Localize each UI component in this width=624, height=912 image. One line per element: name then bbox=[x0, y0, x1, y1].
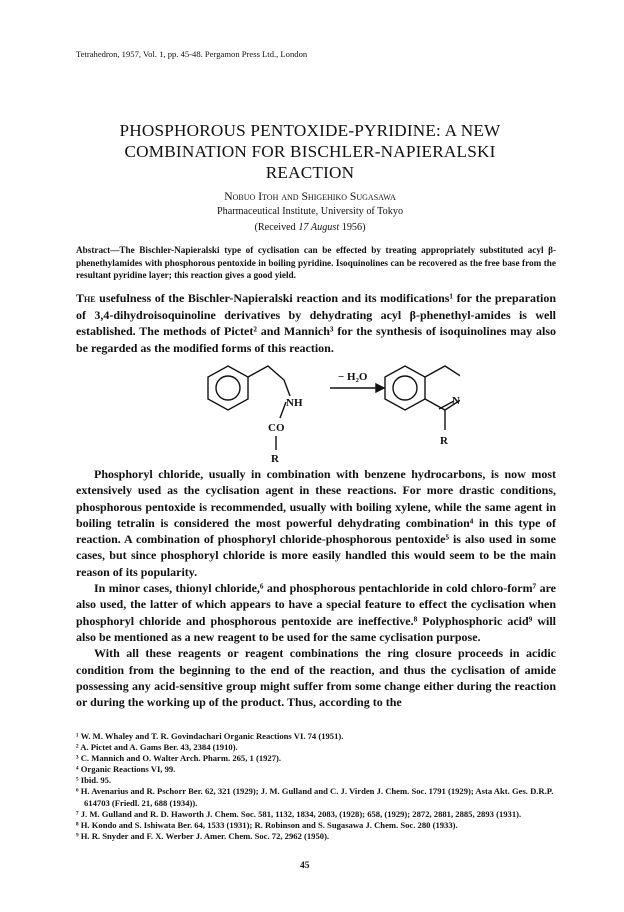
received-date bbox=[60, 222, 560, 233]
running-header: Tetrahedron, 1957, Vol. 1, pp. 45-48. Pergamon Press Ltd., London bbox=[76, 49, 308, 59]
reference-item: ² A. Pictet and A. Gams Ber. 43, 2384 (1910). bbox=[76, 742, 238, 753]
authors: Nobuo Itoh and Shigehiko Sugasawa bbox=[224, 190, 396, 203]
reference-item: ¹ W. M. Whaley and T. R. Govindachari Organic Reactions VI. 74 (1951). bbox=[76, 731, 344, 741]
title-line: PHOSPHOROUS PENTOXIDE-PYRIDINE: A NEW bbox=[119, 121, 501, 140]
article-title bbox=[60, 120, 560, 183]
received-label: (Received bbox=[254, 222, 296, 233]
reference-item: ³ C. Mannich and O. Walter Arch. Pharm. 265, 1 (1927). bbox=[76, 753, 282, 764]
page-number: 45 bbox=[300, 861, 310, 871]
institution: Pharmaceutical Institute, University of Tokyo bbox=[216, 206, 404, 217]
title-line: COMBINATION FOR BISCHLER-NAPIERALSKI bbox=[124, 142, 496, 161]
co-label: CO bbox=[268, 422, 285, 434]
paragraph: With all these reagents or reagent combinations the ring closure proceeds in acidic condition from the beginning to the end of the reaction, and thus the cyclisation of amide possessing any acid-sensitive group might suffer from some change either during the reaction or during the working up of the product. Thus, according to the bbox=[76, 646, 556, 710]
reference-item: ⁹ H. R. Snyder and F. X. Werber J. Amer. Chem. Soc. 72, 2962 (1950). bbox=[76, 830, 330, 841]
intro-text: usefulness of the Bischler-Napieralski reaction and its modifications¹ for the preparation of 3,4-dihydroisoquinoline derivatives by dehydrating acyl β-phenethyl-amides is well established. The methods of Pictet² and Mannich³ for the synthesis of isoquinolines may also be regarded as the modified forms of this reaction. bbox=[76, 291, 556, 355]
product-benzene-ring bbox=[385, 366, 425, 410]
reaction-arrow-head bbox=[376, 384, 384, 392]
reference-item: ⁸ H. Kondo and S. Ishiwata Ber. 64, 1533 (1931); R. Robinson and S. Sugasawa J. Chem. Soc. 280 (1933). bbox=[76, 819, 458, 830]
title-line: REACTION bbox=[265, 163, 355, 182]
aromatic-circle bbox=[216, 376, 240, 400]
r-label-product: R bbox=[440, 435, 448, 447]
reference-item: ⁷ J. M. Gulland and R. D. Haworth J. Chem. Soc. 581, 1132, 1834, 2083, (1928); 658, (1929); 2872, 2881, 2885, 2893 (1931). bbox=[76, 808, 522, 819]
reagent-label: − H₂O bbox=[338, 371, 368, 383]
footnote-references bbox=[76, 731, 556, 842]
reaction-scheme bbox=[180, 358, 460, 468]
abstract: Abstract—The Bischler-Napieralski type of cyclisation can be effected by treating appropriately substituted acyl β-phenethylamides with phosphorous pentoxide in boiling pyridine. Isoquinolines can be recovered as the free base from the resultant pyridine layer; this reaction gives a good yield. bbox=[76, 245, 556, 281]
intro-paragraph bbox=[76, 290, 556, 356]
received-year: 1956) bbox=[341, 222, 366, 233]
body-text bbox=[76, 466, 556, 710]
intro-lead-word: The bbox=[76, 291, 96, 305]
reference-item: ⁶ H. Avenarius and R. Pschorr Ber. 62, 321 (1929); J. M. Gulland and C. J. Virden J. Chem. Soc. 1791 (1929); Asta Akt. Ges. D.R.P. 614703 (Friedl. 21, 688 (1934)). bbox=[76, 786, 554, 808]
product-aromatic-circle bbox=[393, 376, 417, 400]
paragraph: In minor cases, thionyl chloride,⁶ and phosphorous pentachloride in cold chloro-form⁷ are also used, the latter of which appears to have a special feature to effect the cyclisation when phosphoryl chloride and phosphorous pentoxide are ineffective.⁸ Polyphosphoric acid⁹ will also be mentioned as a new reagent to be used for the same cyclisation purpose. bbox=[76, 581, 556, 644]
ethyl-chain bbox=[248, 366, 290, 396]
reference-item: ⁴ Organic Reactions VI, 99. bbox=[76, 764, 176, 775]
received-day-month: 17 August bbox=[298, 222, 340, 233]
paragraph: Phosphoryl chloride, usually in combination with benzene hydrocarbons, is now most extensively used as the cyclisation agent in these reactions. For more drastic conditions, phosphorous pentoxide is recommended, usually with boiling xylene, while the same agent in boiling tetralin is considered the most powerful dehydrating combination⁴ in this type of reaction. A combination of phosphoryl chloride-phosphorous pentoxide⁵ is also used in some cases, but since phosphoryl chloride is more easily handled this would seem to be the main reason of its popularity. bbox=[76, 467, 556, 579]
r-label-reactant: R bbox=[271, 453, 279, 465]
nh-label: NH bbox=[286, 397, 303, 409]
reference-item: ⁵ Ibid. 95. bbox=[76, 775, 112, 786]
benzene-ring bbox=[208, 366, 248, 410]
n-label: N bbox=[452, 395, 460, 407]
